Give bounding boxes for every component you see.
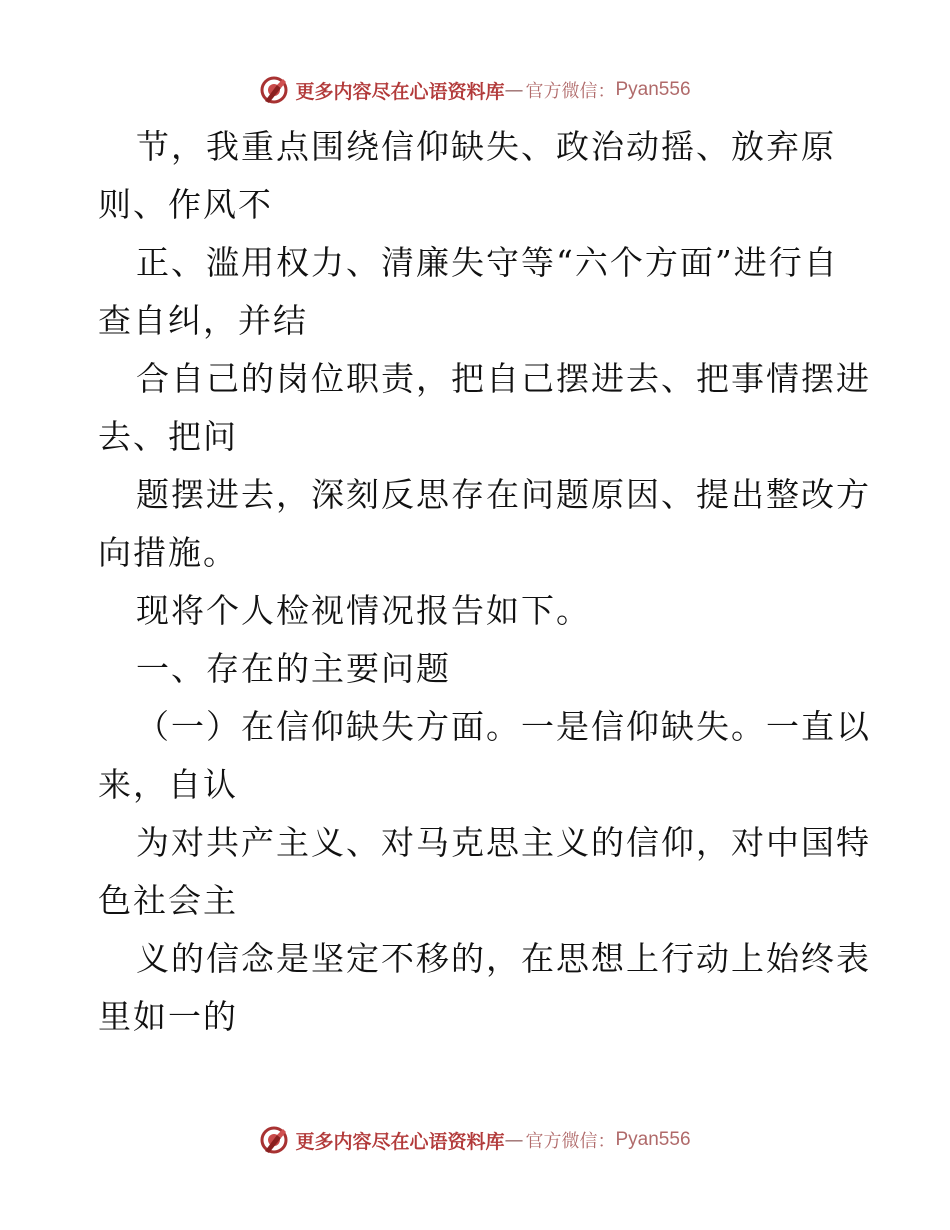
body-line: 正、滥用权力、清廉失守等“六个方面”进行自 [136, 243, 839, 282]
header-separator: — [504, 79, 524, 101]
body-line: 查自纠，并结 [98, 301, 308, 340]
body-line: 则、作风不 [98, 185, 273, 224]
footer-banner [0, 1120, 950, 1160]
header-wechat-id: Pyan556 [615, 79, 691, 100]
header-banner [0, 70, 950, 110]
body-line: （一）在信仰缺失方面。一是信仰缺失。一直以 [136, 707, 871, 746]
body-line: 节，我重点围绕信仰缺失、政治动摇、放弃原 [136, 127, 836, 166]
body-line: 去、把问 [98, 417, 238, 456]
footer-wechat-id: Pyan556 [615, 1129, 691, 1150]
pen-logo-icon [259, 1125, 289, 1155]
body-line: 现将个人检视情况报告如下。 [136, 591, 591, 630]
pen-logo-icon [259, 75, 289, 105]
body-line: 里如一的 [98, 997, 238, 1036]
section-heading: 一、存在的主要问题 [136, 649, 451, 688]
body-line: 来，自认 [98, 765, 238, 804]
body-line: 色社会主 [98, 881, 238, 920]
body-line: 为对共产主义、对马克思主义的信仰，对中国特 [136, 823, 871, 862]
footer-wechat-label: 官方微信： [525, 1131, 616, 1152]
header-site-text: 更多内容尽在心语资料库 [295, 80, 505, 103]
header-wechat-label: 官方微信： [525, 81, 616, 102]
body-line: 题摆进去，深刻反思存在问题原因、提出整改方 [136, 475, 871, 514]
body-line: 义的信念是坚定不移的，在思想上行动上始终表 [136, 939, 871, 978]
footer-separator: — [504, 1129, 524, 1151]
document-body [98, 118, 871, 1046]
body-line: 向措施。 [98, 533, 238, 572]
footer-site-text: 更多内容尽在心语资料库 [295, 1130, 505, 1153]
body-line: 合自己的岗位职责，把自己摆进去、把事情摆进 [136, 359, 871, 398]
